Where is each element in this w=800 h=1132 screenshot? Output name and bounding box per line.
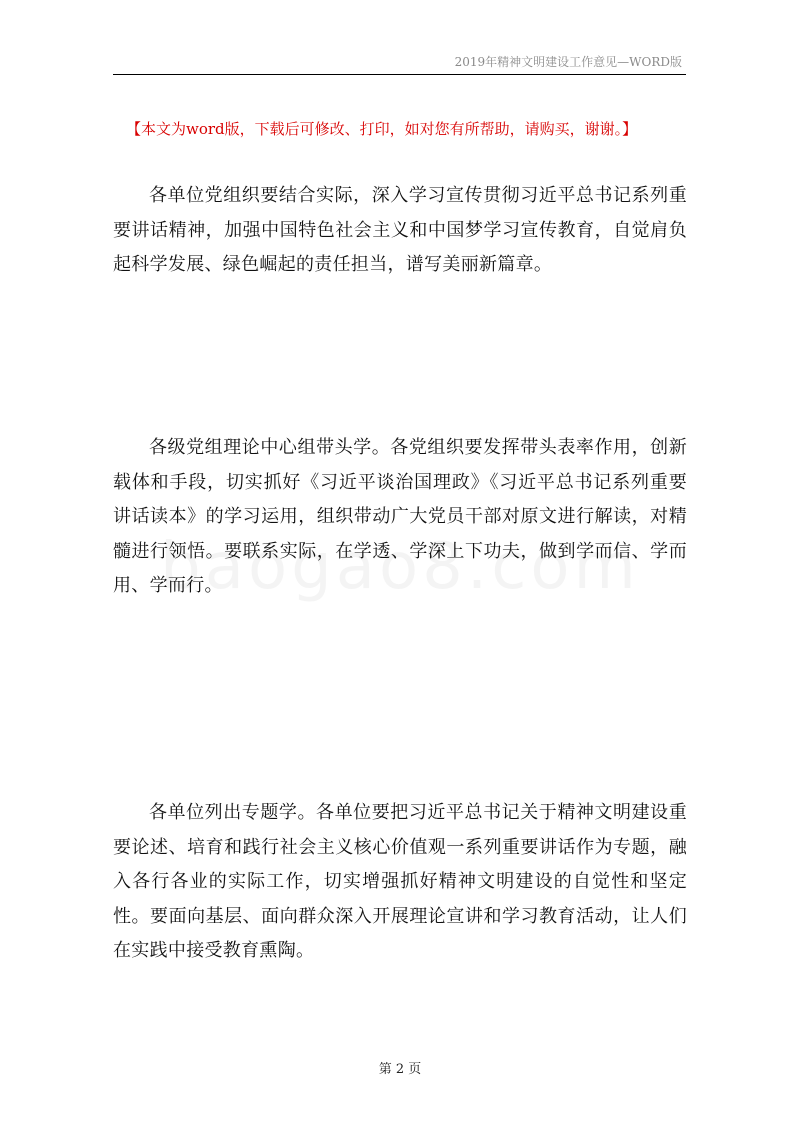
download-notice: 【本文为word版，下载后可修改、打印，如对您有所帮助，请购买，谢谢。】 (126, 120, 638, 138)
page-header-title: 2019年精神文明建设工作意见—WORD版 (454, 55, 682, 69)
page-number: 第 2 页 (378, 1062, 422, 1077)
header-divider (113, 74, 686, 75)
paragraph-2: 各级党组理论中心组带头学。各党组织要发挥带头表率作用，创新载体和手段，切实抓好《习近平谈治国理政》《习近平总书记系列重要讲话读本》的学习运用，组织带动广大党员干部对原文进行解读，对精髓进行领悟。要联系实际，在学透、学深上下功夫，做到学而信、学而用、学而行。 (113, 437, 687, 596)
paragraph-1: 各单位党组织要结合实际，深入学习宣传贯彻习近平总书记系列重要讲话精神，加强中国特色社会主义和中国梦学习宣传教育，自觉肩负起科学发展、绿色崛起的责任担当，谱写美丽新篇章。 (113, 185, 687, 275)
paragraph-3: 各单位列出专题学。各单位要把习近平总书记关于精神文明建设重要论述、培育和践行社会主义核心价值观一系列重要讲话作为专题，融入各行各业的实际工作，切实增强抓好精神文明建设的自觉性和坚定性。要面向基层、面向群众深入开展理论宣讲和学习教育活动，让人们在实践中接受教育熏陶。 (113, 802, 687, 961)
